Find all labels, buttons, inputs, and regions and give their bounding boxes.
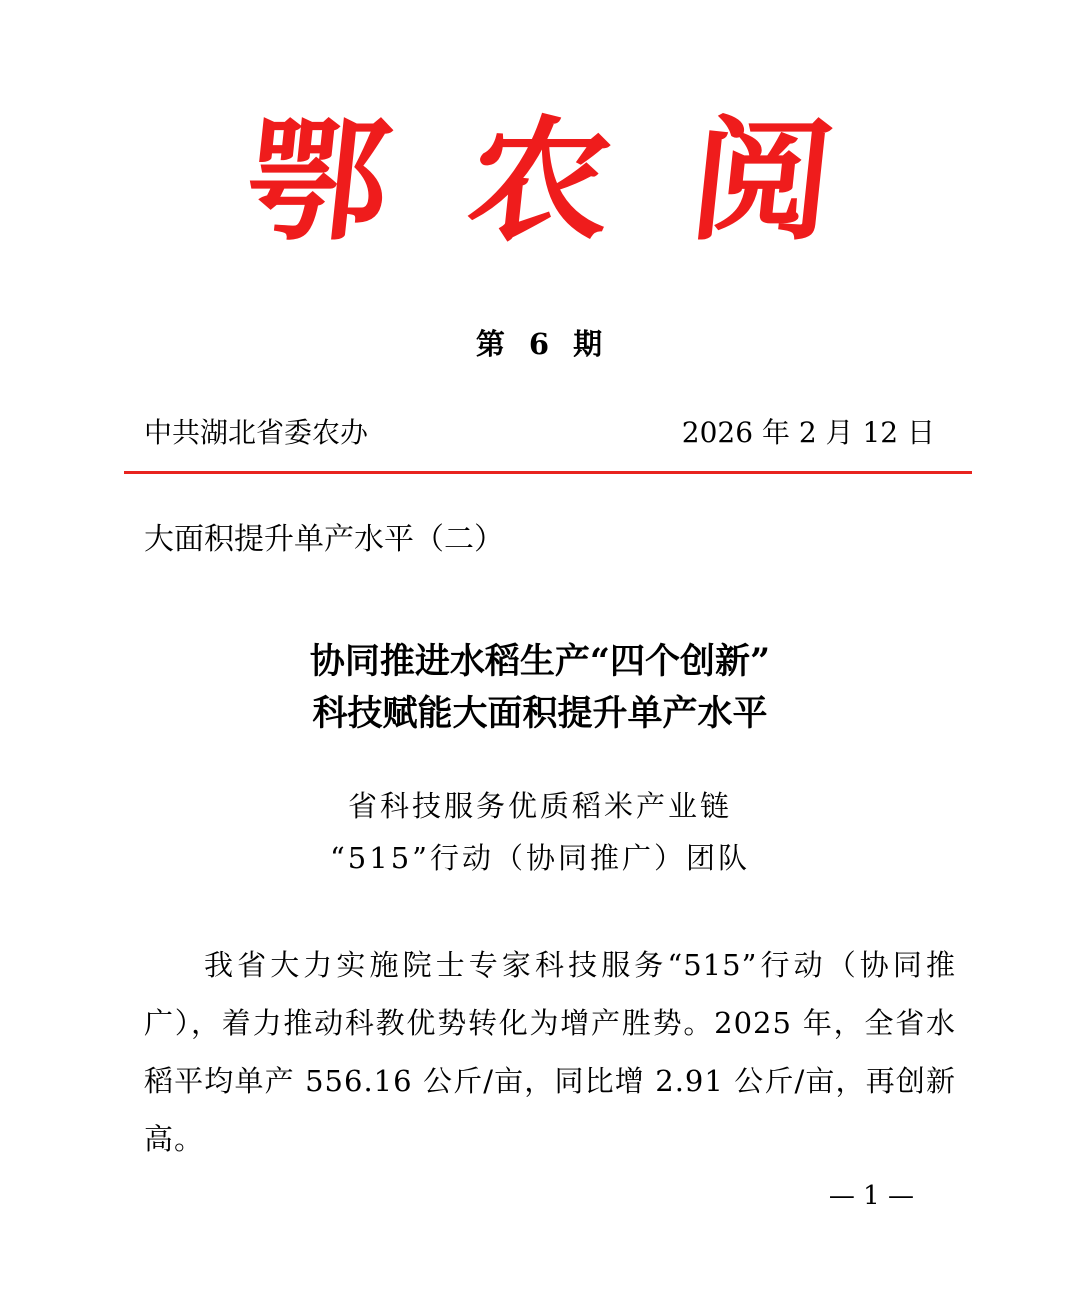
- page-number: — 1 —: [828, 1181, 914, 1211]
- issue-date: 2026 年 2 月 12 日: [681, 416, 935, 449]
- issue-number: 第 6 期: [475, 327, 605, 361]
- masthead: [0, 96, 1080, 266]
- byline: [0, 780, 1080, 884]
- byline-line-2: “515”行动（协同推广）团队: [329, 841, 750, 875]
- body-paragraph: 我省大力实施院士专家科技服务“515”行动（协同推广），着力推动科教优势转化为增产胜势。2025 年，全省水稻平均单产 556.16 公斤/亩，同比增 2.91 公斤/亩，再创新高。: [144, 948, 956, 1156]
- byline-line-1: 省科技服务优质稻米产业链: [347, 789, 732, 823]
- masthead-char-2: 农: [460, 102, 620, 260]
- series-title: 大面积提升单产水平（二）: [144, 522, 504, 557]
- headline-line-1: 协同推进水稻生产“四个创新”: [309, 641, 771, 682]
- headline-line-2: 科技赋能大面积提升单产水平: [312, 693, 768, 734]
- red-divider: [124, 471, 972, 474]
- masthead-char-3: 阅: [682, 102, 842, 260]
- issuer: 中共湖北省委农办: [144, 416, 369, 449]
- headline: [0, 636, 1080, 740]
- masthead-char-1: 鄂: [238, 102, 398, 260]
